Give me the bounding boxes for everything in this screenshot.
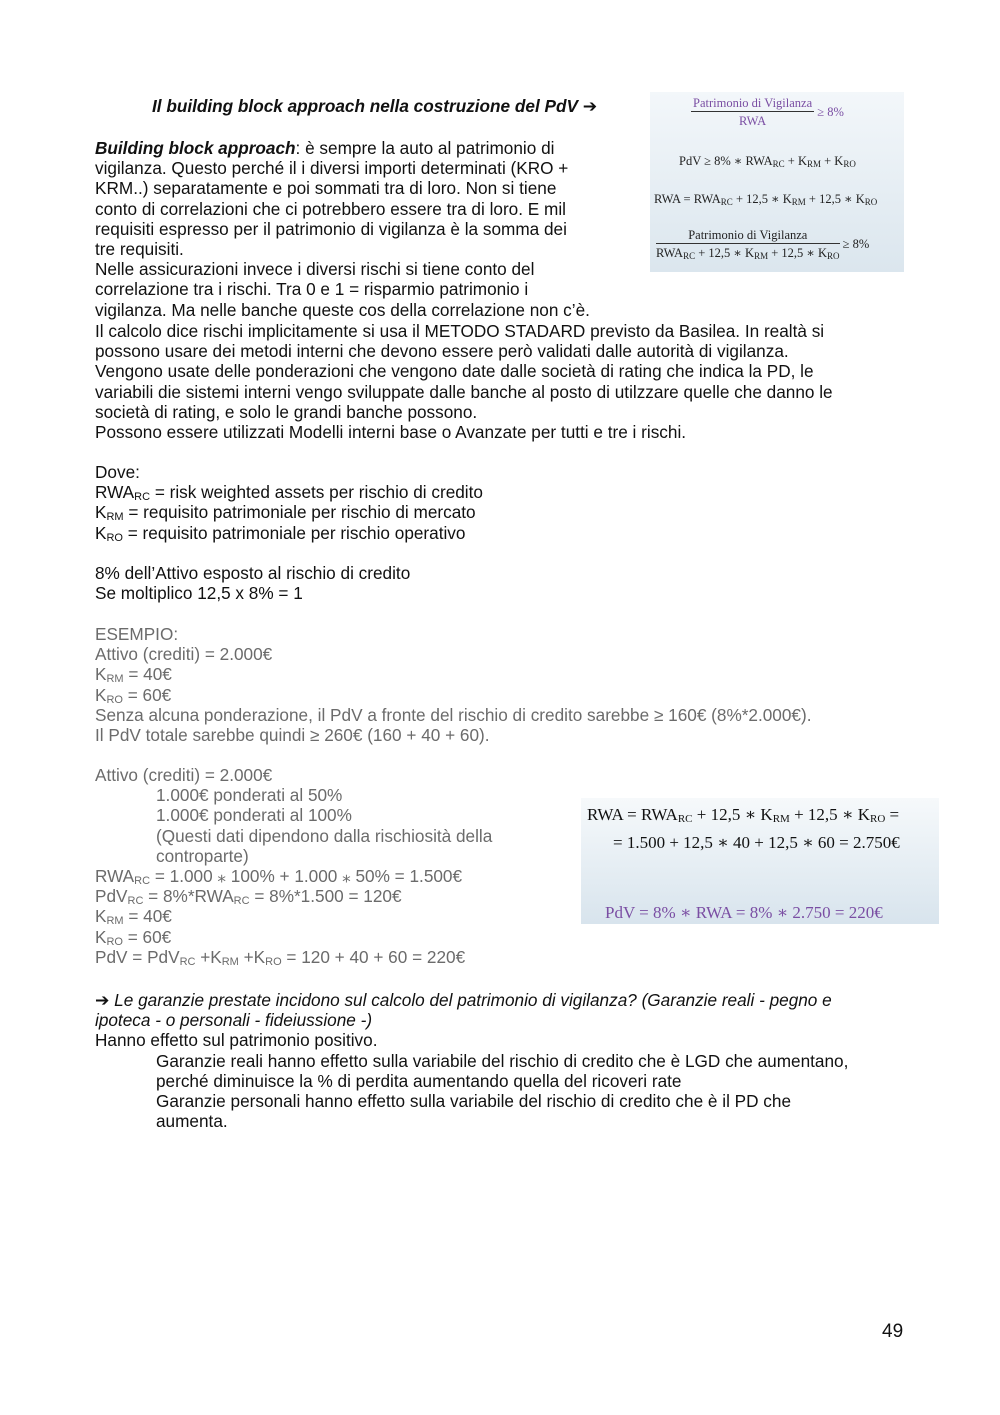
- notes: 8% dell’Attivo esposto al rischio di credito Se moltiplico 12,5 x 8% = 1: [95, 563, 411, 604]
- formula-ratio-rwa: $\frac{\text{Patrimonio di Vigilanza}}{\text{RWA}}$ ≥ 8%: [693, 96, 844, 128]
- definition-kro: $K_{RO}$ = requisito patrimoniale per rischio operativo: [95, 522, 466, 544]
- formula-box-capital-requirements: [650, 92, 904, 272]
- intro-term: Building block approach: [95, 138, 296, 158]
- arrow-icon: ➔: [95, 990, 110, 1010]
- formula-box-example: [581, 798, 939, 924]
- definition-krm: $K_{RM}$ = requisito patrimoniale per rischio di mercato: [95, 502, 476, 524]
- formula-pdv-result: PdV = 8% ∗ RWA = 8% ∗ 2.750 = 220€: [605, 903, 883, 922]
- example-block: ESEMPIO: Attivo (crediti) = 2.000€ $K_{RM}$ = 40€ $K_{RO}$ = 60€ Senza alcuna ponderazione, il PdV a fronte del rischio di credito sarebbe ≥ 160€ (8%*2.000€). Il PdV totale sarebbe quindi ≥ 260€ (160 + 40 + 60).: [95, 624, 812, 746]
- formula-rwa: RWA = $RWA_{RC} + 12,5$ ∗ $K_{RM} + 12,5$ ∗ $K_{RO}$: [654, 192, 878, 207]
- definition-rwa: $RWA_{RC}$ = risk weighted assets per rischio di credito: [95, 482, 483, 504]
- intro-paragraph: Building block approach: è sempre la auto al patrimonio di vigilanza. Questo perché il i diversi importi determinati (KRO + KRM..) separatamente e poi sommati tra di loro. Non si tiene conto di correlazioni che ci potrebbero essere tra di loro. E mil requisiti espresso per il patrimonio di vigilanza è la somma dei tre requisiti. Nelle assicurazioni invece i diversi rischi si tiene conto del correlazione tra i rischi. Tra 0 e 1 = risparmio patrimonio i vigilanza. Ma nelle banche queste cos della correlazione non c’è.: [95, 138, 590, 320]
- formula-rwa-result: = 1.500 + 12,5 ∗ 40 + 12,5 ∗ 60 = 2.750€: [613, 833, 900, 852]
- formula-rwa-example: RWA = $RWA_{RC} + 12,5$ ∗ $K_{RM} + 12,5$ ∗ $K_{RO}$ =: [587, 805, 900, 825]
- body-paragraph: Il calcolo dice rischi implicitamente si usa il METODO STADARD previsto da Basilea. In realtà si possono usare dei metodi interni che devono essere però validati dalle autorità di vigilanza. Vengono usate delle ponderazioni che vengono date dalle società di rating che indica la PD, le variabili die sistemi interni vengo sviluppate dalle banche al posto di utilzzare quelle che danno le società di rating, e solo le grandi banche possono. Possono essere utilizzati Modelli interni base o Avanzate per tutti e tre i rischi.: [95, 321, 833, 443]
- example-weighted-block: Attivo (crediti) = 2.000€ 1.000€ ponderati al 50% 1.000€ ponderati al 100% (Questi dati dipendono dalla rischiosità della controparte) $RWA_{RC} = 1.000$ ⁎ 100% + 1.000 ⁎ 50% = 1.500€ $PdV_{RC} = 8\%*RWA_{RC} = 8\%*1.500$ = 120€ $K_{RM}$ = 40€ $K_{RO}$ = 60€ PdV = $PdV_{RC} +K_{RM} +K_{RO} = 120 + 40 + 60$ = 220€: [95, 765, 493, 968]
- formula-pdv: PdV ≥ 8% ∗ $RWA_{RC} + K_{RM} + K_{RO}$: [679, 154, 856, 169]
- page-number: 49: [882, 1321, 904, 1342]
- formula-ratio-expanded: $\frac{\text{Patrimonio di Vigilanza}}{RWA_{RC} + 12,5 ∗ K_{RM} + 12,5 ∗ K_{RO}}$ ≥ 8%: [656, 228, 870, 261]
- definitions-list: Dove: $RWA_{RC}$ = risk weighted assets per rischio di credito $K_{RM}$ = requisito patrimoniale per rischio di mercato $K_{RO}$ = requisito patrimoniale per rischio operativo: [95, 462, 483, 544]
- section-heading: Il building block approach nella costruzione del PdV ➔: [152, 96, 598, 116]
- guarantees-section: ➔ Le garanzie prestate incidono sul calcolo del patrimonio di vigilanza? (Garanzie reali - pegno e ipoteca - o personali - fideiussione -) Hanno effetto sul patrimonio positivo. Garanzie reali hanno effetto sulla variabile del rischio di credito che è LGD che aumentano, perché diminuisce la % di perdita aumentando quella del ricoveri rate Garanzie personali hanno effetto sulla variabile del rischio di credito che è il PD che aumenta.: [95, 990, 849, 1132]
